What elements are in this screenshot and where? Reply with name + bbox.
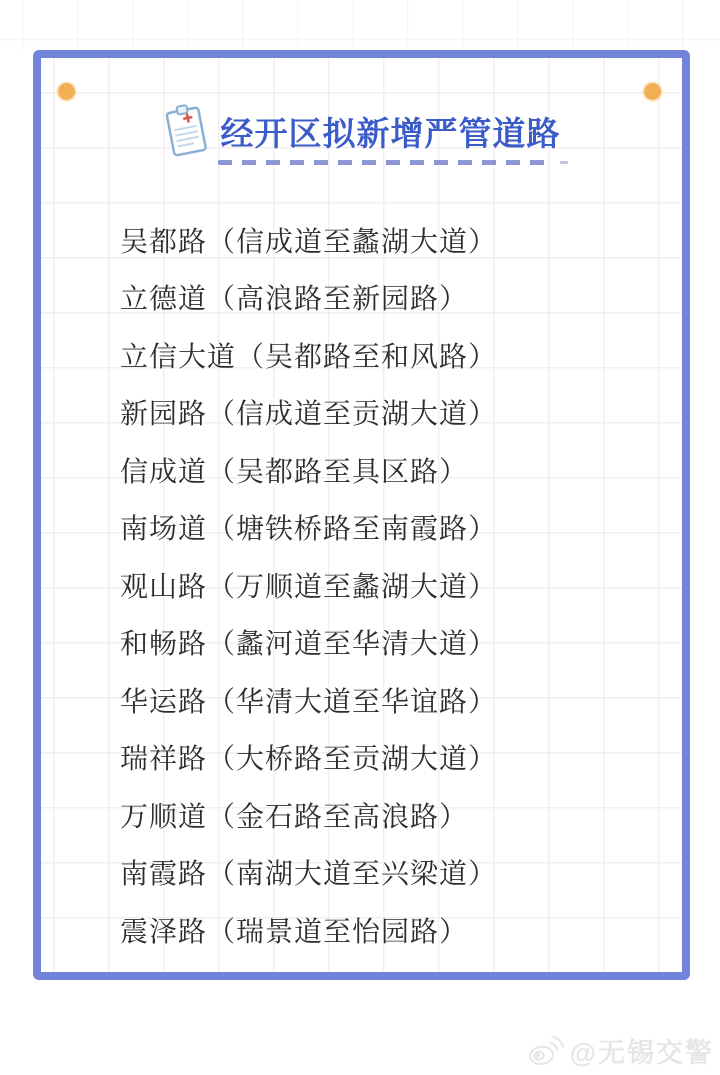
list-item: 立信大道（吴都路至和风路）: [120, 340, 498, 372]
title-dashed-underline: [218, 160, 554, 165]
list-item: 立德道（高浪路至新园路）: [120, 283, 469, 315]
clipboard-icon: [163, 102, 209, 158]
list-item: 震泽路（瑞景道至怡园路）: [120, 915, 469, 947]
pin-dot-right: [644, 83, 661, 100]
watermark: [0, 1027, 714, 1073]
list-item: 瑞祥路（大桥路至贡湖大道）: [120, 743, 498, 775]
header: [33, 101, 690, 161]
watermark-text: @无锡交警: [569, 1037, 714, 1068]
background-grid: [0, 0, 720, 50]
list-item: 观山路（万顺道至蠡湖大道）: [120, 570, 498, 602]
list-item: 吴都路（信成道至蠡湖大道）: [120, 225, 498, 257]
list-item: 和畅路（蠡河道至华清大道）: [120, 628, 498, 660]
title-dashed-underline-end: [560, 161, 568, 164]
list-item: 南场道（塘铁桥路至南霞路）: [120, 513, 498, 545]
list-item: 万顺道（金石路至高浪路）: [120, 800, 469, 832]
road-list: [120, 211, 497, 959]
list-item: 南霞路（南湖大道至兴梁道）: [120, 858, 498, 890]
page-title: 经开区拟新增严管道路: [220, 114, 561, 152]
list-item: 信成道（吴都路至具区路）: [120, 455, 469, 487]
list-item: 华运路（华清大道至华谊路）: [120, 685, 498, 717]
pin-dot-left: [58, 83, 75, 100]
list-item: 新园路（信成道至贡湖大道）: [120, 398, 498, 430]
weibo-icon: [523, 1028, 567, 1072]
